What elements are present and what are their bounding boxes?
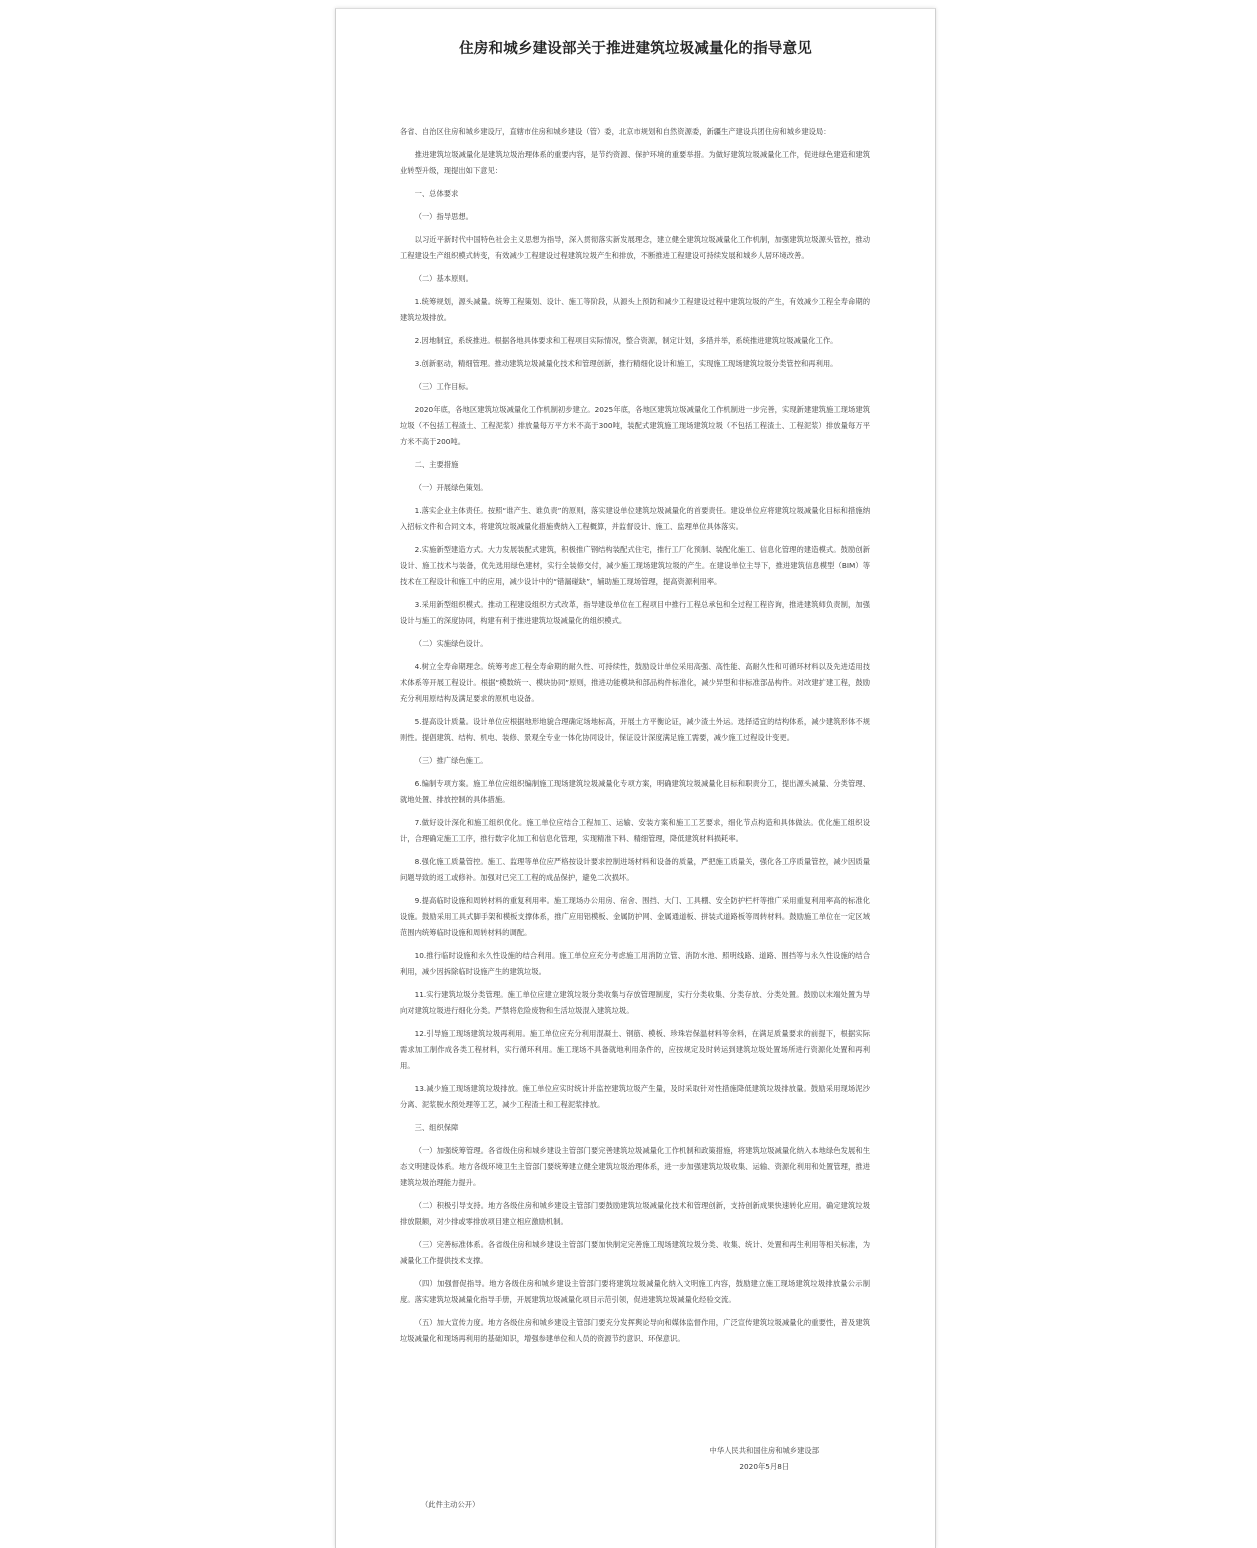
body-paragraph: 1.落实企业主体责任。按照“谁产生、谁负责”的原则，落实建设单位建筑垃圾减量化的首要责任。建设单位应将建筑垃圾减量化目标和措施纳入招标文件和合同文本，将建筑垃圾减量化措施费纳入工程概算，并监督设计、施工、监理单位具体落实。 — [400, 506, 870, 531]
issue-date: 2020年5月8日 — [739, 1462, 790, 1471]
document-body — [400, 124, 870, 1354]
body-paragraph: 9.提高临时设施和周转材料的重复利用率。施工现场办公用房、宿舍、围挡、大门、工具棚、安全防护栏杆等推广采用重复利用率高的标准化设施。鼓励采用工具式脚手架和模板支撑体系，推广应用铝模板、金属防护网、金属通道板、拼装式道路板等周转材料。鼓励施工单位在一定区域范围内统筹临时设施和周转材料的调配。 — [400, 896, 870, 937]
section-heading: 二、主要措施 — [414, 460, 459, 469]
body-paragraph: （四）加强督促指导。地方各级住房和城乡建设主管部门要将建筑垃圾减量化纳入文明施工内容，鼓励建立施工现场建筑垃圾排放量公示制度。落实建筑垃圾减量化指导手册，开展建筑垃圾减量化项目示范引领，促进建筑垃圾减量化经验交流。 — [400, 1279, 870, 1304]
body-paragraph: 12.引导施工现场建筑垃圾再利用。施工单位应充分利用混凝土、钢筋、模板、珍珠岩保温材料等余料，在满足质量要求的前提下，根据实际需求加工制作成各类工程材料，实行循环利用。施工现场不具备就地利用条件的，应按规定及时转运到建筑垃圾处置场所进行资源化处置和再利用。 — [400, 1029, 870, 1070]
body-paragraph: 4.树立全寿命期理念。统筹考虑工程全寿命期的耐久性、可持续性，鼓励设计单位采用高强、高性能、高耐久性和可循环材料以及先进适用技术体系等开展工程设计。根据“模数统一、模块协同”原则，推进功能模块和部品构件标准化，减少异型和非标准部品构件。对改建扩建工程，鼓励充分利用原结构及满足要求的原机电设备。 — [400, 662, 870, 703]
body-paragraph: （二）积极引导支持。地方各级住房和城乡建设主管部门要鼓励建筑垃圾减量化技术和管理创新，支持创新成果快速转化应用。确定建筑垃圾排放限额，对少排或零排放项目建立相应激励机制。 — [400, 1201, 870, 1226]
body-paragraph: （三）完善标准体系。各省级住房和城乡建设主管部门要加快制定完善施工现场建筑垃圾分类、收集、统计、处置和再生利用等相关标准，为减量化工作提供技术支撑。 — [400, 1240, 870, 1265]
subsection-heading: （一）指导思想。 — [414, 212, 473, 221]
body-paragraph: 3.创新驱动，精细管理。推动建筑垃圾减量化技术和管理创新，推行精细化设计和施工，实现施工现场建筑垃圾分类管控和再利用。 — [414, 359, 838, 368]
body-paragraph: 2.实施新型建造方式。大力发展装配式建筑，积极推广钢结构装配式住宅，推行工厂化预制、装配化施工、信息化管理的建造模式。鼓励创新设计、施工技术与装备，优先选用绿色建材，实行全装修交付，减少施工现场建筑垃圾的产生。在建设单位主导下，推进建筑信息模型（BIM）等技术在工程设计和施工中的应用，减少设计中的“错漏碰缺”，辅助施工现场管理，提高资源利用率。 — [400, 545, 870, 586]
body-paragraph: 13.减少施工现场建筑垃圾排放。施工单位应实时统计并监控建筑垃圾产生量，及时采取针对性措施降低建筑垃圾排放量。鼓励采用现场泥沙分离、泥浆脱水预处理等工艺，减少工程渣土和工程泥浆排放。 — [400, 1084, 870, 1109]
subsection-heading: （二）基本原则。 — [414, 274, 473, 283]
body-paragraph: 1.统筹规划，源头减量。统筹工程策划、设计、施工等阶段，从源头上预防和减少工程建设过程中建筑垃圾的产生，有效减少工程全寿命期的建筑垃圾排放。 — [400, 297, 870, 322]
body-paragraph: 10.推行临时设施和永久性设施的结合利用。施工单位应充分考虑施工用消防立管、消防水池、照明线路、道路、围挡等与永久性设施的结合利用，减少因拆除临时设施产生的建筑垃圾。 — [400, 951, 870, 976]
body-paragraph: 2020年底，各地区建筑垃圾减量化工作机制初步建立。2025年底，各地区建筑垃圾减量化工作机制进一步完善，实现新建建筑施工现场建筑垃圾（不包括工程渣土、工程泥浆）排放量每万平方米不高于300吨，装配式建筑施工现场建筑垃圾（不包括工程渣土、工程泥浆）排放量每万平方米不高于200吨。 — [400, 405, 870, 446]
body-paragraph: 6.编制专项方案。施工单位应组织编制施工现场建筑垃圾减量化专项方案，明确建筑垃圾减量化目标和职责分工，提出源头减量、分类管理、就地处置、排放控制的具体措施。 — [400, 779, 870, 804]
body-paragraph: （五）加大宣传力度。地方各级住房和城乡建设主管部门要充分发挥舆论导向和媒体监督作用，广泛宣传建筑垃圾减量化的重要性，普及建筑垃圾减量化和现场再利用的基础知识，增强参建单位和人员的资源节约意识、环保意识。 — [400, 1318, 870, 1343]
body-paragraph: 7.做好设计深化和施工组织优化。施工单位应结合工程加工、运输、安装方案和施工工艺要求，细化节点构造和具体做法。优化施工组织设计，合理确定施工工序，推行数字化加工和信息化管理，实现精准下料、精细管理，降低建筑材料损耗率。 — [400, 818, 870, 843]
subsection-heading: （二）实施绿色设计。 — [414, 639, 488, 648]
body-paragraph: 11.实行建筑垃圾分类管理。施工单位应建立建筑垃圾分类收集与存放管理制度，实行分类收集、分类存放、分类处置。鼓励以末端处置为导向对建筑垃圾进行细化分类。严禁将危险废物和生活垃圾混入建筑垃圾。 — [400, 990, 870, 1015]
section-heading: 三、组织保障 — [414, 1123, 459, 1132]
salutation: 各省、自治区住房和城乡建设厅，直辖市住房和城乡建设（管）委，北京市规划和自然资源委，新疆生产建设兵团住房和城乡建设局： — [400, 127, 831, 136]
body-paragraph: 5.提高设计质量。设计单位应根据地形地貌合理确定场地标高，开展土方平衡论证，减少渣土外运。选择适宜的结构体系，减少建筑形体不规则性。提倡建筑、结构、机电、装修、景观全专业一体化协同设计，保证设计深度满足施工需要，减少施工过程设计变更。 — [400, 717, 870, 742]
body-paragraph: 3.采用新型组织模式。推动工程建设组织方式改革，指导建设单位在工程项目中推行工程总承包和全过程工程咨询，推进建筑师负责制，加强设计与施工的深度协同，构建有利于推进建筑垃圾减量化的组织模式。 — [400, 600, 870, 625]
disclosure-note: （此件主动公开） — [421, 1500, 480, 1509]
document-title: 住房和城乡建设部关于推进建筑垃圾减量化的指导意见 — [459, 41, 812, 57]
signature-block — [710, 1443, 819, 1475]
issuer-name: 中华人民共和国住房和城乡建设部 — [709, 1446, 819, 1455]
subsection-heading: （一）开展绿色策划。 — [414, 483, 488, 492]
subsection-heading: （三）工作目标。 — [414, 382, 473, 391]
document-page — [335, 8, 936, 1548]
subsection-heading: （三）推广绿色施工。 — [414, 756, 488, 765]
section-heading: 一、总体要求 — [414, 189, 459, 198]
body-paragraph: 8.强化施工质量管控。施工、监理等单位应严格按设计要求控制进场材料和设备的质量，严把施工质量关，强化各工序质量管控，减少因质量问题导致的返工或修补。加强对已完工工程的成品保护，避免二次损坏。 — [400, 857, 870, 882]
body-paragraph: 2.因地制宜，系统推进。根据各地具体要求和工程项目实际情况，整合资源，制定计划，多措并举，系统推进建筑垃圾减量化工作。 — [414, 336, 838, 345]
body-paragraph: 以习近平新时代中国特色社会主义思想为指导，深入贯彻落实新发展理念，建立健全建筑垃圾减量化工作机制，加强建筑垃圾源头管控，推动工程建设生产组织模式转变，有效减少工程建设过程建筑垃圾产生和排放，不断推进工程建设可持续发展和城乡人居环境改善。 — [400, 235, 870, 260]
body-paragraph: 推进建筑垃圾减量化是建筑垃圾治理体系的重要内容，是节约资源、保护环境的重要举措。为做好建筑垃圾减量化工作，促进绿色建造和建筑业转型升级，现提出如下意见： — [400, 150, 870, 175]
body-paragraph: （一）加强统筹管理。各省级住房和城乡建设主管部门要完善建筑垃圾减量化工作机制和政策措施，将建筑垃圾减量化纳入本地绿色发展和生态文明建设体系。地方各级环境卫生主管部门要统筹建立健全建筑垃圾治理体系，进一步加强建筑垃圾收集、运输、资源化利用和处置管理，推进建筑垃圾治理能力提升。 — [400, 1146, 870, 1187]
